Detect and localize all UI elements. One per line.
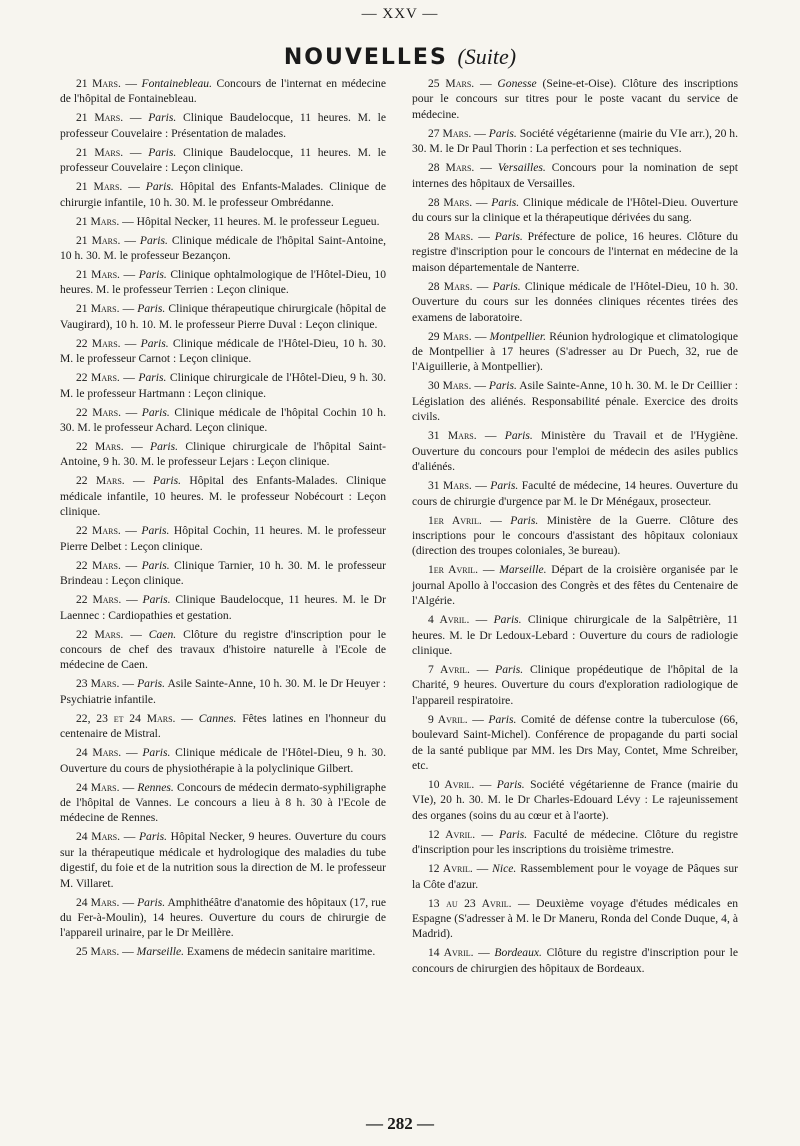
entry-date: 22 Mars. — [76, 474, 125, 488]
entry-place: Paris. — [148, 145, 177, 159]
entry-place: Paris. — [145, 180, 174, 194]
page-number: — 282 — — [366, 1114, 434, 1133]
entry-place: Paris. — [492, 279, 521, 293]
news-entry: 23 Mars. — Paris. Asile Sainte-Anne, 10 h. 30. M. le Dr Heuyer : Psychiatrie infantile. — [60, 677, 387, 706]
news-entry: 21 Mars. — Paris. Clinique Baudelocque, 11 heures. M. le professeur Couvelaire : Leçon clinique. — [60, 145, 386, 175]
entry-place: Montpellier. — [489, 329, 547, 343]
entry-text: Clinique Baudelocque, 11 heures. M. le professeur Couvelaire : Présentation de malades. — [60, 111, 386, 140]
section-title-main: NOUVELLES — [283, 45, 448, 70]
news-entry: 22 Mars. — Paris. Clinique chirurgicale de l'hôpital Saint-Antoine, 9 h. 30. M. le professeur Lejars : Leçon clinique. — [60, 440, 387, 469]
entry-text: Concours pour la nomination de sept internes des hôpitaux de Versailles. — [412, 161, 739, 190]
news-entry: 22 Mars. — Paris. Hôpital Cochin, 11 heures. M. le professeur Pierre Delbet : Leçon clinique. — [60, 524, 386, 553]
entry-date: 25 Mars. — [428, 77, 475, 90]
entry-date: 7 Avril. — [428, 662, 470, 676]
entry-place: Paris. — [138, 371, 167, 385]
news-entry: 22 Mars. — Paris. Clinique médicale de l'hôpital Cochin 10 h. 30. M. le professeur Achard. Leçon clinique. — [60, 405, 387, 435]
news-entry: 22 Mars. — Paris. Clinique chirurgicale de l'Hôtel-Dieu, 9 h. 30. M. le professeur Hartmann : Leçon clinique. — [60, 371, 387, 400]
entry-text: Hôpital des Enfants-Malades. Clinique médicale infantile, 10 heures. M. le professeur Nobécourt : Leçon clinique. — [60, 474, 387, 519]
entry-text: Préfecture de police, 16 heures. Clôture du registre d'inscription pour le concours de l'internat en médecine de la maison départementale de Nanterre. — [412, 230, 739, 274]
section-title-suite: (Suite) — [457, 44, 517, 69]
news-entry: 14 Avril. — Bordeaux. Clôture du registre d'inscription pour le concours de chirurgien des hôpitaux de Bordeaux. — [412, 946, 738, 975]
entry-text: Clinique médicale de l'Hôtel-Dieu, 10 h. 30. Ouverture du cours sur les données cliniques récentes tirées des examens de laboratoire. — [412, 279, 738, 324]
entry-date: 28 Mars. — [428, 230, 474, 244]
entry-place: Paris. — [141, 558, 170, 572]
entry-date: 22 Mars. — [76, 593, 122, 607]
entry-text: Clinique chirurgicale de l'Hôtel-Dieu, 9 h. 30. M. le professeur Hartmann : Leçon clinique. — [60, 371, 387, 400]
entry-date: 13 au 23 Avril. — [428, 896, 512, 910]
entry-text: Clinique Baudelocque, 11 heures. M. le professeur Couvelaire : Leçon clinique. — [60, 145, 386, 175]
entry-text: Réunion hydrologique et climatologique de Montpellier à 17 heures (S'adresser au Dr Puech, 32, rue de l'Aiguillerie, à Montpellier). — [412, 329, 738, 374]
entry-date: 29 Mars. — [428, 329, 472, 343]
entry-text: Asile Sainte-Anne, 10 h. 30. M. le Dr Ceillier : Législation des aliénés. Responsabilité pénale. Exercice des droits civils. — [412, 379, 738, 424]
news-entry: 7 Avril. — Paris. Clinique propédeutique de l'hôpital de la Charité, 9 heures. Ouverture du cours d'exploration radiologique de l'appareil respiratoire. — [412, 662, 738, 707]
entry-text: Société végétarienne de France (mairie du VIe), 20 h. 30. M. le Dr Charles-Edouard Lévy : Le rajeunissement des organes (soins du au cœur et à l'aorte). — [412, 777, 739, 822]
entry-place: Paris. — [495, 662, 524, 676]
news-entry: 22 Mars. — Paris. Clinique médicale de l'Hôtel-Dieu, 10 h. 30. M. le professeur Carnot : Leçon clinique. — [60, 336, 386, 366]
entry-date: 1er Avril. — [428, 513, 482, 527]
news-entry: 4 Avril. — Paris. Clinique chirurgicale de la Salpêtrière, 11 heures. M. le Dr Ledoux-Lebard : Ouverture du cours de radiologie clinique. — [412, 613, 738, 657]
entry-date: 22, 23 et 24 Mars. — [76, 711, 176, 725]
entry-text: Clinique chirurgicale de la Salpêtrière, 11 heures. M. le Dr Ledoux-Lebard : Ouverture du cours de radiologie clinique. — [412, 613, 738, 657]
entry-place: Paris. — [490, 479, 519, 493]
entry-place: Paris. — [142, 746, 171, 760]
news-entry: 24 Mars. — Paris. Hôpital Necker, 9 heures. Ouverture du cours sur la thérapeutique médicale et hydrologique des maladies du tube digestif, du foie et de la nutrition sous la direction de M. le professeur M. Villaret. — [60, 830, 387, 890]
entry-date: 21 Mars. — [76, 233, 121, 247]
news-entry: 13 au 23 Avril. — Deuxième voyage d'études médicales en Espagne (S'adresser à M. le Dr Maneru, Ronda del Conde Duque, 4, à Madrid). — [412, 896, 739, 941]
entry-place: Paris. — [494, 230, 523, 244]
entry-text: Ministère du Travail et de l'Hygiène. Ouverture du concours pour l'emploi de médecin des asiles publics d'aliénés. — [412, 429, 738, 474]
entry-date: 4 Avril. — [428, 613, 470, 627]
news-entry: 21 Mars. — Paris. Clinique médicale de l'hôpital Saint-Antoine, 10 h. 30. M. le professeur Bezançon. — [60, 233, 387, 263]
news-entry: 31 Mars. — Paris. Faculté de médecine, 14 heures. Ouverture du cours de chirurgie d'urgence par M. le Dr Ménégaux, prosecteur. — [412, 479, 739, 508]
news-entry: 22 Mars. — Paris. Hôpital des Enfants-Malades. Clinique médicale infantile, 10 heures. M. le professeur Nobécourt : Leçon clinique. — [60, 474, 387, 519]
entry-text: Clinique Baudelocque, 11 heures. M. le Dr Laennec : Cardiopathies et gestation. — [60, 593, 386, 622]
entry-date: 21 Mars. — [76, 77, 121, 90]
news-entry: 22, 23 et 24 Mars. — Cannes. Fêtes latines en l'honneur du centenaire de Mistral. — [60, 711, 386, 741]
entry-place: Paris. — [496, 777, 525, 791]
news-entry: 1er Avril. — Paris. Ministère de la Guerre. Clôture des inscriptions pour le concours d'assistant des hôpitaux coloniaux (direction des troupes coloniales, 3e bureau). — [412, 513, 739, 558]
news-entry: 12 Avril. — Nice. Rassemblement pour le voyage de Pâques sur la Côte d'azur. — [412, 862, 738, 891]
news-entry: 22 Mars. — Paris. Clinique Tarnier, 10 h. 30. M. le professeur Brindeau : Leçon clinique. — [60, 558, 387, 588]
entry-place: Paris. — [488, 379, 517, 393]
entry-text: Hôpital Necker, 9 heures. Ouverture du cours sur la thérapeutique médicale et hydrologique des maladies du tube digestif, du foie et de la nutrition sous la direction de M. le professeur M. Villaret. — [60, 830, 387, 890]
entry-text: Clôture du registre d'inscription pour le concours de chirurgien des hôpitaux de Bordeaux. — [412, 946, 738, 975]
news-entry: 9 Avril. — Paris. Comité de défense contre la tuberculose (66, boulevard Saint-Michel). Conférence de propagande du parti social de la santé publique par MM. les Drs May, Contet, Mme Schreiber, etc. — [412, 712, 738, 772]
entry-date: 24 Mars. — [76, 746, 122, 760]
entry-text: Concours de l'internat en médecine de l'hôpital de Fontainebleau. — [60, 77, 386, 106]
entry-date: 22 Mars. — [76, 627, 124, 641]
entry-place: Paris. — [150, 440, 179, 454]
entry-date: 31 Mars. — [428, 429, 477, 443]
entry-text: Ministère de la Guerre. Clôture des inscriptions pour le concours d'assistant des hôpitaux coloniaux (direction des troupes coloniales, 3e bureau). — [412, 513, 739, 558]
entry-place: Paris. — [137, 895, 166, 909]
right-column — [412, 76, 738, 980]
news-entry: 31 Mars. — Paris. Ministère du Travail et de l'Hygiène. Ouverture du concours pour l'emploi de médecin des asiles publics d'aliénés. — [412, 429, 738, 474]
entry-place: Fontainebleau. — [141, 77, 212, 90]
news-entry: 21 Mars. — Fontainebleau. Concours de l'internat en médecine de l'hôpital de Fontainebleau. — [60, 77, 386, 106]
entry-text: Concours de médecin dermato-syphiligraphe de l'hôpital de Vannes. Le concours a lieu à 8 h. 30 à l'Ecole de médecine de Rennes. — [60, 780, 386, 825]
news-entry: 21 Mars. — Hôpital Necker, 11 heures. M. le professeur Legueu. — [76, 214, 380, 228]
entry-place: Marseille. — [499, 563, 547, 577]
news-entry: 21 Mars. — Paris. Clinique ophtalmologique de l'Hôtel-Dieu, 10 heures. M. le professeur Terrien : Leçon clinique. — [60, 268, 387, 297]
entry-place: Marseille. — [136, 945, 184, 959]
entry-place: Paris. — [153, 474, 182, 488]
entry-place: Paris. — [139, 233, 168, 247]
entry-text: Clinique médicale de l'Hôtel-Dieu, 9 h. 30. Ouverture du cours de physiothérapie à la polyclinique Gilbert. — [60, 746, 386, 775]
entry-text: Clinique médicale de l'hôpital Cochin 10 h. 30. M. le professeur Achard. Leçon clinique. — [60, 405, 387, 435]
entry-text: Clinique Tarnier, 10 h. 30. M. le professeur Brindeau : Leçon clinique. — [60, 558, 387, 588]
entry-text: (Seine-et-Oise). Clôture des inscriptions pour le concours sur titres pour le poste vacant du service de médecine. — [412, 77, 738, 121]
entry-text: Clinique thérapeutique chirurgicale (hôpital de Vaugirard), 10 h. 10. M. le professeur Pierre Duval : Leçon clinique. — [60, 302, 386, 331]
entry-text: Clinique médicale de l'Hôtel-Dieu, 10 h. 30. M. le professeur Carnot : Leçon clinique. — [60, 336, 386, 366]
entry-text: Clinique propédeutique de l'hôpital de la Charité, 9 heures. Ouverture du cours d'exploration radiologique de l'appareil respiratoire. — [412, 662, 738, 707]
news-entry: 21 Mars. — Paris. Clinique thérapeutique chirurgicale (hôpital de Vaugirard), 10 h. 10. M. le professeur Pierre Duval : Leçon clinique. — [60, 302, 386, 331]
entry-place: Paris. — [499, 827, 528, 841]
entry-place: Gonesse — [497, 77, 537, 90]
entry-date: 24 Mars. — [76, 895, 120, 909]
entry-text: Rassemblement pour le voyage de Pâques sur la Côte d'azur. — [412, 862, 738, 891]
entry-place: Paris. — [488, 712, 517, 726]
entry-date: 1er Avril. — [428, 563, 479, 577]
news-entry: 12 Avril. — Paris. Faculté de médecine. Clôture du registre d'inscription pour les inscriptions du troisième trimestre. — [412, 827, 738, 857]
entry-place: Paris. — [510, 513, 539, 527]
entry-place: Paris. — [140, 336, 169, 350]
entry-text: Clinique ophtalmologique de l'Hôtel-Dieu, 10 heures. M. le professeur Terrien : Leçon clinique. — [60, 268, 387, 297]
entry-text: Hôpital Cochin, 11 heures. M. le professeur Pierre Delbet : Leçon clinique. — [60, 524, 386, 553]
entry-text: Faculté de médecine, 14 heures. Ouverture du cours de chirurgie d'urgence par M. le Dr Ménégaux, prosecteur. — [412, 479, 739, 508]
news-entry: 25 Mars. — Marseille. Examens de médecin sanitaire maritime. — [76, 945, 376, 959]
news-entry: 28 Mars. — Paris. Préfecture de police, 16 heures. Clôture du registre d'inscription pour le concours de l'internat en médecine de la maison départementale de Nanterre. — [412, 230, 739, 274]
entry-place: Versailles. — [497, 161, 546, 175]
entry-text: Comité de défense contre la tuberculose (66, boulevard Saint-Michel). Conférence de propagande du parti social de la santé publique par MM. les Drs May, Contet, Mme Schreiber, etc. — [412, 712, 738, 772]
entry-date: 28 Mars. — [428, 279, 473, 293]
entry-date: 23 Mars. — [76, 677, 120, 691]
section-title — [0, 44, 800, 70]
entry-text: Clôture du registre d'inscription pour le concours de chef des travaux d'histoire naturelle à l'Ecole de médecine de Caen. — [60, 627, 386, 672]
entry-text: Clinique médicale de l'hôpital Saint-Antoine, 10 h. 30. M. le professeur Bezançon. — [60, 233, 387, 263]
entry-text: Asile Sainte-Anne, 10 h. 30. M. le Dr Heuyer : Psychiatrie infantile. — [60, 677, 387, 706]
entry-date: 24 Mars. — [76, 780, 120, 794]
entry-place: Bordeaux. — [494, 946, 542, 960]
entry-date: 22 Mars. — [76, 371, 120, 385]
news-entry: 22 Mars. — Paris. Clinique Baudelocque, 11 heures. M. le Dr Laennec : Cardiopathies et gestation. — [60, 593, 386, 622]
entry-text: Amphithéâtre d'anatomie des hôpitaux (17, rue du Fer-à-Moulin), 14 heures. Ouverture du cours de chirurgie de l'appareil urinaire, par le Dr Meillère. — [60, 895, 387, 940]
entry-date: 12 Avril. — [428, 862, 473, 876]
entry-place: Rennes. — [137, 780, 174, 794]
entry-text: Clinique médicale de l'Hôtel-Dieu. Ouverture du cours sur la clinique et la thérapeutique dérivées du sang. — [412, 195, 739, 225]
left-column — [60, 76, 386, 963]
entry-date: 22 Mars. — [76, 558, 121, 572]
entry-date: 21 Mars. — [76, 302, 120, 316]
entry-text: Fêtes latines en l'honneur du centenaire de Mistral. — [60, 711, 386, 741]
entry-date: 22 Mars. — [76, 336, 121, 350]
entry-place: Paris. — [504, 429, 533, 443]
news-entry: 28 Mars. — Versailles. Concours pour la nomination de sept internes des hôpitaux de Versailles. — [412, 161, 739, 190]
entry-date: 22 Mars. — [76, 440, 124, 454]
entry-date: 27 Mars. — [428, 126, 472, 140]
entry-date: 25 Mars. — [76, 945, 120, 959]
news-entry: 28 Mars. — Paris. Clinique médicale de l'Hôtel-Dieu, 10 h. 30. Ouverture du cours sur les données cliniques récentes tirées des examens de laboratoire. — [412, 279, 738, 324]
entry-date: 21 Mars. — [76, 268, 120, 282]
entry-place: Paris. — [137, 302, 166, 316]
entry-text: Faculté de médecine. Clôture du registre d'inscription pour les inscriptions du troisième trimestre. — [412, 827, 738, 857]
entry-date: 30 Mars. — [428, 379, 472, 393]
entry-place: Paris. — [138, 268, 167, 282]
entry-place: Paris. — [141, 405, 170, 419]
news-entry: 21 Mars. — Paris. Hôpital des Enfants-Malades. Clinique de chirurgie infantile, 10 h. 30. M. le professeur Ombrédanne. — [60, 180, 386, 209]
news-entry: 27 Mars. — Paris. Société végétarienne (mairie du VIe arr.), 20 h. 30. M. le Dr Paul Thorin : La perfection et ses techniques. — [412, 126, 739, 156]
entry-text: Hôpital des Enfants-Malades. Clinique de chirurgie infantile, 10 h. 30. M. le professeur Ombrédanne. — [60, 180, 386, 209]
entry-place: Nice. — [492, 862, 517, 876]
news-entry: 1er Avril. — Marseille. Départ de la croisière organisée par le journal Apollo à l'occasion des Congrès et des fêtes du Centenaire de l'Algérie. — [412, 563, 738, 608]
news-entry: 28 Mars. — Paris. Clinique médicale de l'Hôtel-Dieu. Ouverture du cours sur la clinique et la thérapeutique dérivées du sang. — [412, 195, 739, 225]
entry-date: 12 Avril. — [428, 827, 476, 841]
entry-date: 14 Avril. — [428, 946, 474, 960]
news-entry: 30 Mars. — Paris. Asile Sainte-Anne, 10 h. 30. M. le Dr Ceillier : Législation des aliénés. Responsabilité pénale. Exercice des droits civils. — [412, 379, 738, 424]
news-entry: 24 Mars. — Rennes. Concours de médecin dermato-syphiligraphe de l'hôpital de Vannes. Le concours a lieu à 8 h. 30 à l'Ecole de médecine de Rennes. — [60, 780, 386, 825]
entry-date: 31 Mars. — [428, 479, 472, 493]
news-entry: 29 Mars. — Montpellier. Réunion hydrologique et climatologique de Montpellier à 17 heures (S'adresser au Dr Puech, 32, rue de l'Aiguillerie, à Montpellier). — [412, 329, 738, 374]
entry-text: Départ de la croisière organisée par le journal Apollo à l'occasion des Congrès et des fêtes du Centenaire de l'Algérie. — [412, 563, 738, 608]
entry-text: Hôpital Necker, 11 heures. M. le professeur Legueu. — [136, 214, 380, 228]
news-entry: 24 Mars. — Paris. Amphithéâtre d'anatomie des hôpitaux (17, rue du Fer-à-Moulin), 14 heures. Ouverture du cours de chirurgie de l'appareil urinaire, par le Dr Meillère. — [60, 895, 387, 940]
entry-place: Cannes. — [198, 711, 237, 725]
entry-date: 9 Avril. — [428, 712, 468, 726]
roman-page-number: — XXV — — [361, 6, 439, 22]
entry-date: 28 Mars. — [428, 161, 475, 175]
entry-place: Paris. — [137, 677, 166, 691]
entry-date: 22 Mars. — [76, 524, 121, 538]
entry-text: Clinique chirurgicale de l'hôpital Saint-Antoine, 9 h. 30. M. le professeur Lejars : Leçon clinique. — [60, 440, 387, 469]
news-entry: 22 Mars. — Caen. Clôture du registre d'inscription pour le concours de chef des travaux d'histoire naturelle à l'Ecole de médecine de Caen. — [60, 627, 386, 672]
entry-date: 22 Mars. — [76, 405, 121, 419]
news-entry: 21 Mars. — Paris. Clinique Baudelocque, 11 heures. M. le professeur Couvelaire : Présentation de malades. — [60, 111, 386, 140]
entry-date: 21 Mars. — [76, 214, 120, 228]
entry-place: Paris. — [142, 593, 171, 607]
entry-text: Deuxième voyage d'études médicales en Espagne (S'adresser à M. le Dr Maneru, Ronda del Conde Duque, 4, à Madrid). — [412, 896, 739, 941]
news-entry: 10 Avril. — Paris. Société végétarienne de France (mairie du VIe), 20 h. 30. M. le Dr Charles-Edouard Lévy : Le rajeunissement des organes (soins du au cœur et à l'aorte). — [412, 777, 739, 822]
entry-date: 21 Mars. — [76, 145, 124, 159]
entry-place: Paris. — [141, 524, 170, 538]
news-entry: 24 Mars. — Paris. Clinique médicale de l'Hôtel-Dieu, 9 h. 30. Ouverture du cours de physiothérapie à la polyclinique Gilbert. — [60, 746, 386, 775]
entry-place: Paris. — [138, 830, 167, 844]
entry-date: 10 Avril. — [428, 777, 475, 791]
entry-text: Société végétarienne (mairie du VIe arr.), 20 h. 30. M. le Dr Paul Thorin : La perfection et ses techniques. — [412, 126, 739, 156]
entry-date: 28 Mars. — [428, 195, 473, 209]
entry-place: Paris. — [491, 195, 520, 209]
news-entry: 25 Mars. — Gonesse (Seine-et-Oise). Clôture des inscriptions pour le concours sur titres pour le poste vacant du service de médecine. — [412, 77, 738, 121]
entry-date: 24 Mars. — [76, 830, 121, 844]
entry-text: Examens de médecin sanitaire maritime. — [186, 945, 376, 959]
entry-date: 21 Mars. — [76, 180, 123, 194]
entry-date: 21 Mars. — [76, 111, 124, 125]
entry-place: Paris. — [488, 126, 517, 140]
entry-place: Paris. — [493, 613, 522, 627]
entry-place: Caen. — [148, 627, 177, 641]
entry-place: Paris. — [148, 111, 177, 125]
